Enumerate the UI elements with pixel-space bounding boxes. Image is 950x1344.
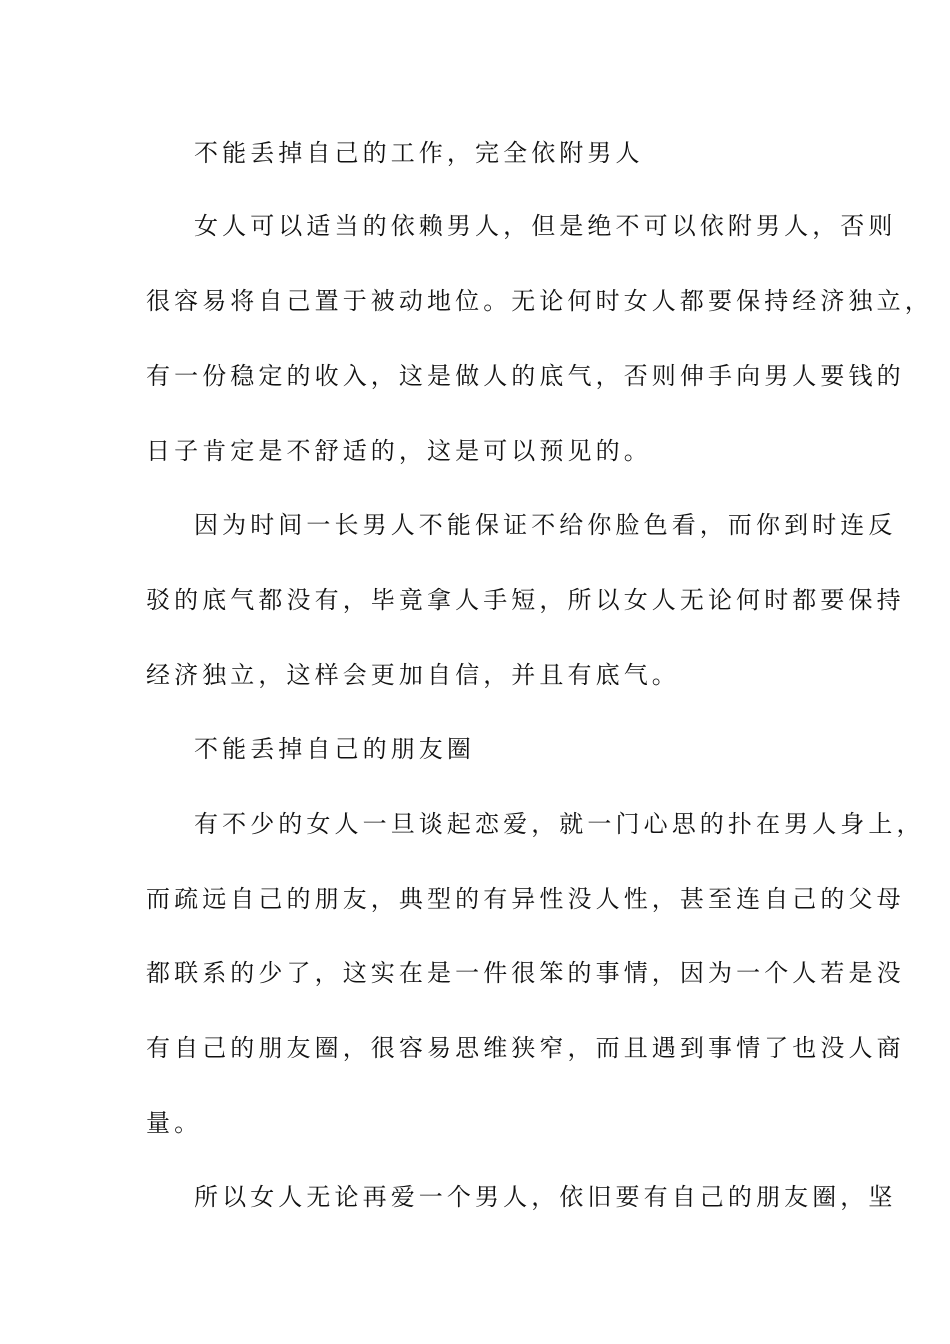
paragraph-line: 因为时间一长男人不能保证不给你脸色看，而你到时连反 [194, 511, 897, 539]
paragraph-line: 所以女人无论再爱一个男人，依旧要有自己的朋友圈，坚 [194, 1183, 897, 1211]
section-heading-work: 不能丢掉自己的工作，完全依附男人 [194, 139, 644, 167]
section-heading-friends: 不能丢掉自己的朋友圈 [194, 735, 475, 763]
paragraph-line: 女人可以适当的依赖男人，但是绝不可以依附男人，否则 [194, 212, 897, 240]
paragraph-line: 都联系的少了，这实在是一件很笨的事情，因为一个人若是没 [146, 959, 905, 987]
paragraph-line: 经济独立，这样会更加自信，并且有底气。 [146, 661, 680, 689]
paragraph-line: 有不少的女人一旦谈起恋爱，就一门心思的扑在男人身上， [194, 810, 925, 838]
paragraph-line: 量。 [146, 1109, 203, 1137]
paragraph-line: 有一份稳定的收入，这是做人的底气，否则伸手向男人要钱的 [146, 362, 905, 390]
paragraph-line: 而疏远自己的朋友，典型的有异性没人性，甚至连自己的父母 [146, 885, 905, 913]
paragraph-line: 驳的底气都没有，毕竟拿人手短，所以女人无论何时都要保持 [146, 586, 905, 614]
paragraph-line: 日子肯定是不舒适的，这是可以预见的。 [146, 437, 652, 465]
paragraph-line: 有自己的朋友圈，很容易思维狭窄，而且遇到事情了也没人商 [146, 1034, 905, 1062]
paragraph-line: 很容易将自己置于被动地位。无论何时女人都要保持经济独立， [146, 287, 933, 315]
